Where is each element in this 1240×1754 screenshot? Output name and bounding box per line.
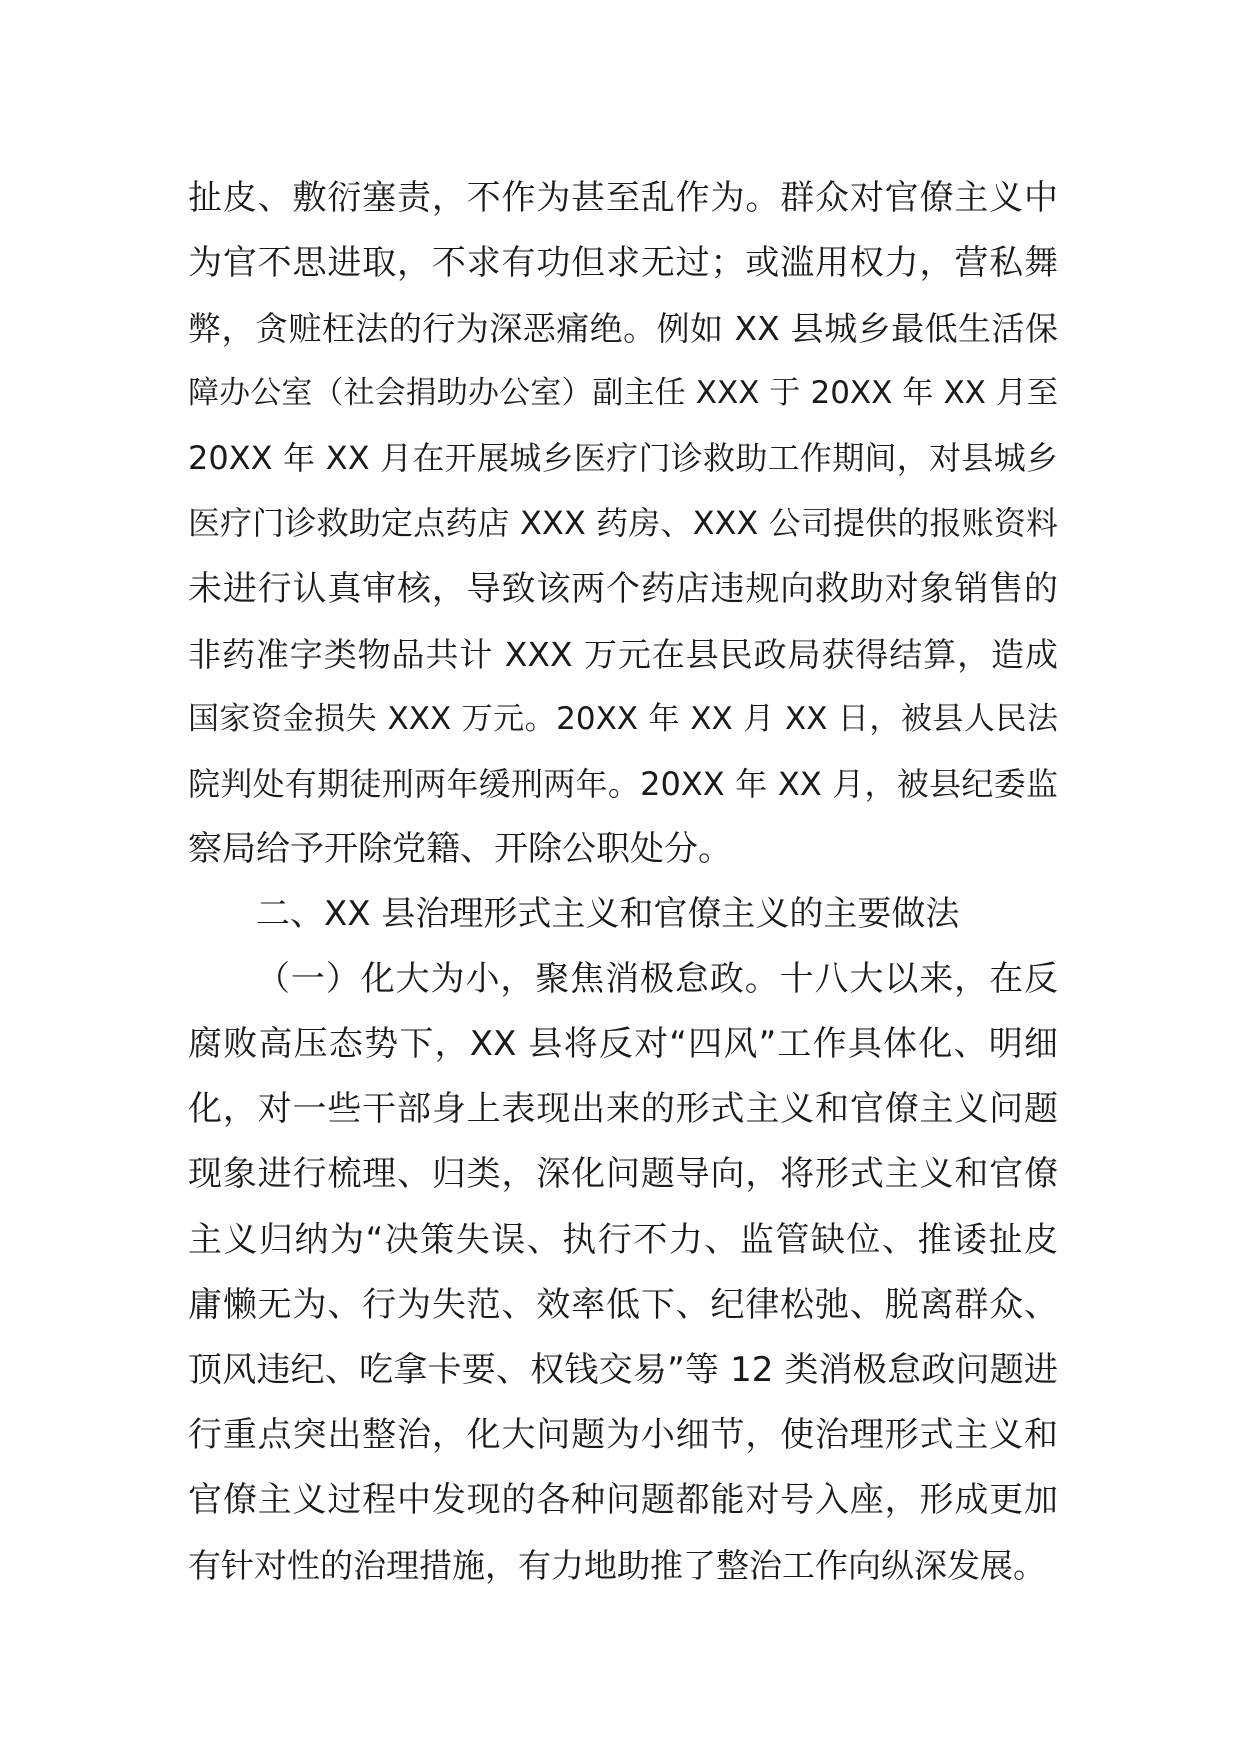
text-line: 20XX 年 XX 月在开展城乡医疗门诊救助工作期间，对县城乡 [188, 439, 1058, 478]
text-line: 有针对性的治理措施，有力地助推了整治工作向纵深发展。 [188, 1545, 1046, 1585]
text-line: 为官不思进取，不求有功但求无过；或滥用权力，营私舞 [188, 243, 1058, 284]
section-heading: 二、XX 县治理形式主义和官僚主义的主要做法 [256, 894, 960, 935]
text-line: 主义归纳为“决策失误、执行不力、监管缺位、推诿扯皮 [188, 1219, 1058, 1260]
text-line: 院判处有期徒刑两年缓刑两年。20XX 年 XX 月，被县纪委监 [188, 764, 1058, 803]
text-line: 医疗门诊救助定点药店 XXX 药房、XXX 公司提供的报账资料 [188, 504, 1058, 543]
text-line: （一）化大为小，聚焦消极怠政。十八大以来，在反 [256, 959, 1058, 1000]
paragraph-main-practices [188, 947, 1058, 1598]
paragraph-case-example [188, 166, 1058, 882]
text-line: 弊，贪赃枉法的行为深恶痛绝。例如 XX 县城乡最低生活保 [188, 309, 1058, 349]
document-body [188, 166, 1058, 1598]
text-line: 化，对一些干部身上表现出来的形式主义和官僚主义问题 [188, 1089, 1058, 1130]
text-line: 国家资金损失 XXX 万元。20XX 年 XX 月 XX 日，被县人民法 [188, 700, 1058, 737]
text-line: 现象进行梳理、归类，深化问题导向，将形式主义和官僚 [188, 1154, 1058, 1195]
text-line: 腐败高压态势下，XX 县将反对“四风”工作具体化、明细 [188, 1024, 1058, 1065]
text-line: 非药准字类物品共计 XXX 万元在县民政局获得结算，造成 [188, 634, 1058, 674]
text-line: 顶风违纪、吃拿卡要、权钱交易”等 12 类消极怠政问题进 [188, 1349, 1058, 1390]
text-line: 行重点突出整治，化大问题为小细节，使治理形式主义和 [188, 1414, 1058, 1455]
text-line: 庸懒无为、行为失范、效率低下、纪律松弛、脱离群众、 [188, 1284, 1058, 1325]
text-line: 察局给予开除党籍、开除公职处分。 [188, 828, 732, 869]
text-line: 官僚主义过程中发现的各种问题都能对号入座，形成更加 [188, 1479, 1058, 1520]
text-line: 未进行认真审核，导致该两个药店违规向救助对象销售的 [188, 568, 1058, 609]
text-line: 扯皮、敷衍塞责，不作为甚至乱作为。群众对官僚主义中 [188, 178, 1058, 218]
text-line: 障办公室（社会捐助办公室）副主任 XXX 于 20XX 年 XX 月至 [188, 375, 1058, 412]
